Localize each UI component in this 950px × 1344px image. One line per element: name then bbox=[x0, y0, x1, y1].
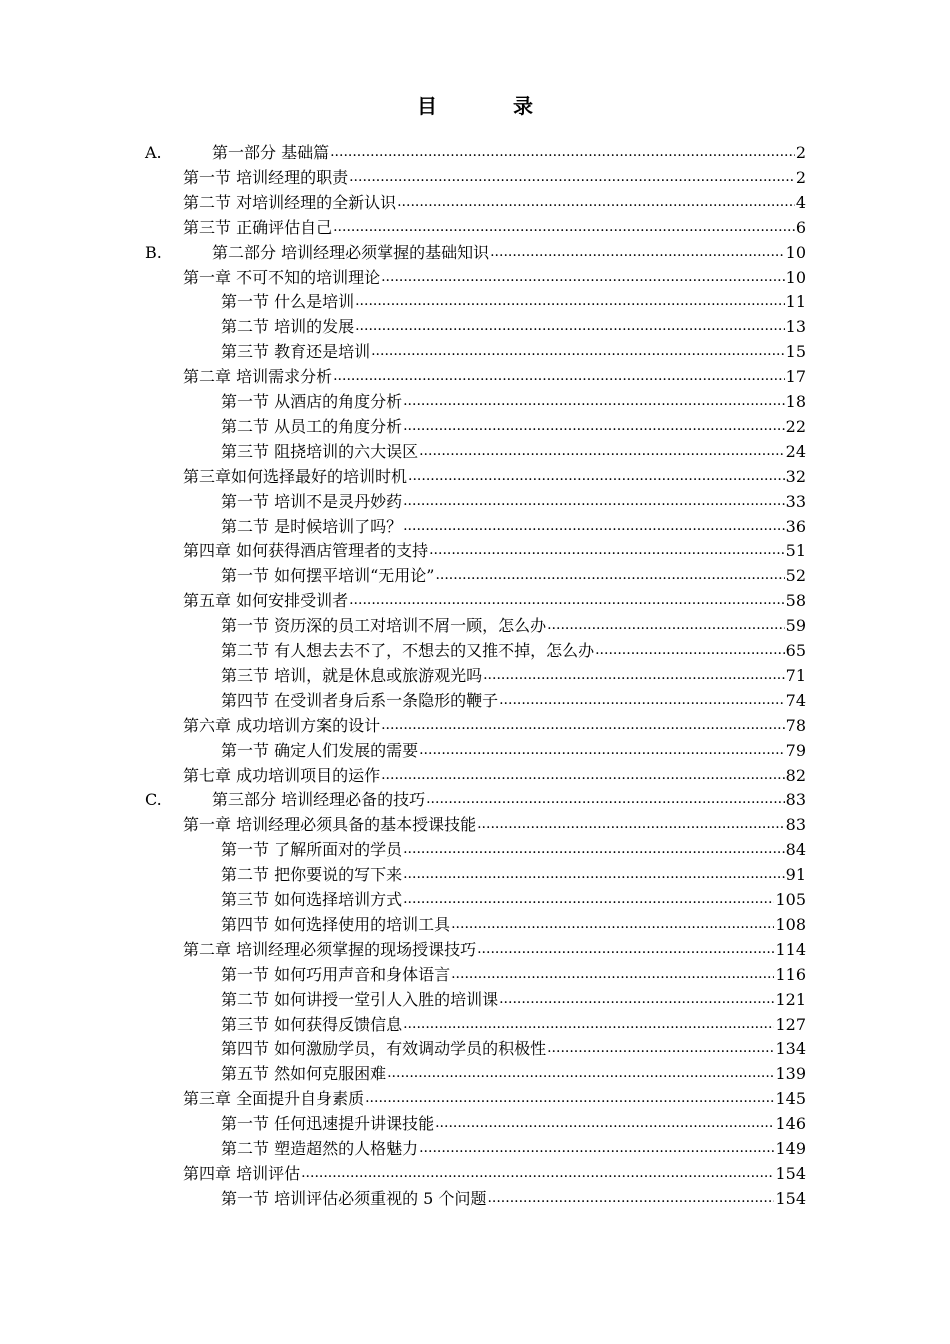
toc-entry[interactable] bbox=[183, 215, 806, 240]
toc-dot-leader bbox=[387, 1059, 774, 1086]
toc-entry-label: 第四节 如何选择使用的培训工具 bbox=[221, 914, 451, 934]
toc-page-number: 18 bbox=[785, 392, 806, 411]
toc-entry[interactable] bbox=[183, 464, 806, 489]
toc-dot-leader bbox=[333, 213, 795, 240]
toc-entry[interactable] bbox=[221, 1036, 806, 1061]
toc-page-number: 2 bbox=[795, 143, 806, 162]
toc-dot-leader bbox=[490, 238, 785, 265]
toc-page-number: 36 bbox=[785, 516, 806, 536]
toc-entry[interactable] bbox=[145, 787, 806, 812]
toc-page-number: 74 bbox=[785, 690, 806, 710]
page-title: 目 录 bbox=[417, 94, 561, 118]
toc-entry[interactable] bbox=[221, 1136, 806, 1161]
toc-page-number: 91 bbox=[785, 865, 806, 885]
toc-dot-leader bbox=[499, 985, 774, 1012]
toc-page-number: 17 bbox=[785, 367, 806, 387]
toc-entry-label: 第二节 如何讲授一堂引人入胜的培训课 bbox=[221, 989, 499, 1009]
toc-page-number: 114 bbox=[775, 939, 806, 959]
toc-page-number: 79 bbox=[785, 740, 806, 760]
toc-dot-leader bbox=[429, 536, 785, 563]
toc-dot-leader bbox=[451, 910, 774, 937]
toc-entry-label: 第四节 如何激励学员，有效调动学员的积极性 bbox=[221, 1039, 547, 1059]
toc-page-number: 59 bbox=[785, 616, 806, 636]
toc-page-number: 24 bbox=[785, 441, 806, 461]
toc-entry-label: 第四章 如何获得酒店管理者的支持 bbox=[183, 541, 429, 561]
toc-entry[interactable] bbox=[183, 190, 806, 215]
toc-entry-label: 第一节 什么是培训 bbox=[221, 292, 355, 312]
toc-entry[interactable] bbox=[221, 887, 806, 912]
toc-entry-label: 第七章 成功培训项目的运作 bbox=[183, 765, 381, 785]
toc-page-number: 22 bbox=[785, 416, 806, 436]
toc-entry[interactable] bbox=[221, 987, 806, 1012]
toc-entry-label: 第三部分 培训经理必备的技巧 bbox=[212, 790, 426, 810]
toc-dot-leader bbox=[426, 785, 785, 812]
toc-entry[interactable] bbox=[183, 538, 806, 563]
toc-dot-leader bbox=[435, 1109, 774, 1136]
toc-entry[interactable] bbox=[183, 364, 806, 389]
toc-dot-leader bbox=[371, 337, 785, 364]
toc-entry-label: 第五章 如何安排受训者 bbox=[183, 591, 349, 611]
toc-entry[interactable] bbox=[221, 289, 806, 314]
toc-page-number: 145 bbox=[775, 1089, 806, 1109]
toc-page-number: 6 bbox=[795, 217, 806, 237]
toc-page-number: 4 bbox=[795, 192, 806, 212]
toc-entry[interactable] bbox=[183, 937, 806, 962]
toc-entry[interactable] bbox=[145, 240, 806, 265]
toc-page-number: 149 bbox=[775, 1139, 806, 1158]
toc-entry-label: 第五节 然如何克服困难 bbox=[221, 1064, 387, 1084]
toc-entry[interactable] bbox=[221, 489, 806, 514]
toc-entry[interactable] bbox=[221, 738, 806, 763]
toc-page-number: 71 bbox=[785, 665, 806, 685]
toc-entry-label: 第二节 塑造超然的人格魅力 bbox=[221, 1139, 419, 1158]
toc-page-number: 146 bbox=[775, 1114, 806, 1134]
toc-dot-leader bbox=[419, 736, 785, 763]
toc-entry-label: 第二节 有人想去去不了，不想去的又推不掉，怎么办 bbox=[221, 641, 595, 660]
toc-entry-label: 第三节 如何选择培训方式 bbox=[221, 890, 403, 909]
toc-page-number: 108 bbox=[775, 914, 806, 934]
toc-part-marker: A. bbox=[145, 143, 162, 162]
toc-dot-leader bbox=[403, 512, 785, 539]
toc-entry-label: 第二节 培训的发展 bbox=[221, 317, 355, 337]
toc-entry[interactable] bbox=[183, 588, 806, 613]
toc-dot-leader bbox=[349, 586, 785, 613]
toc-dot-leader bbox=[487, 1184, 774, 1211]
toc-entry[interactable] bbox=[221, 663, 806, 688]
toc-entry-label: 第一节 任何迅速提升讲课技能 bbox=[221, 1114, 435, 1134]
toc-dot-leader bbox=[477, 810, 785, 837]
toc-entry-label: 第一节 确定人们发展的需要 bbox=[221, 740, 419, 760]
toc-dot-leader bbox=[381, 711, 785, 738]
toc-dot-leader bbox=[397, 188, 795, 215]
toc-page-number: 139 bbox=[775, 1064, 806, 1084]
toc-dot-leader bbox=[403, 487, 785, 514]
toc-entry-label: 第三章如何选择最好的培训时机 bbox=[183, 466, 408, 486]
toc-dot-leader bbox=[403, 860, 785, 887]
toc-entry-label: 第二节 对培训经理的全新认识 bbox=[183, 192, 397, 212]
toc-entry-label: 第二章 培训经理必须掌握的现场授课技巧 bbox=[183, 939, 477, 959]
toc-page-number: 82 bbox=[785, 765, 806, 785]
toc-dot-leader bbox=[381, 761, 785, 788]
toc-dot-leader bbox=[403, 835, 785, 862]
toc-page-number: 116 bbox=[775, 964, 806, 984]
toc-page-number: 83 bbox=[785, 790, 806, 810]
toc-part-marker: C. bbox=[145, 790, 162, 810]
toc-entry[interactable] bbox=[221, 563, 806, 588]
toc-entry[interactable] bbox=[221, 912, 806, 937]
toc-entry[interactable] bbox=[221, 862, 806, 887]
toc-entry-label: 第一章 不可不知的培训理论 bbox=[183, 267, 381, 287]
toc-page-number: 105 bbox=[775, 890, 806, 909]
toc-page-number: 83 bbox=[785, 815, 806, 835]
toc-page-number: 11 bbox=[785, 292, 806, 312]
toc-dot-leader bbox=[451, 960, 774, 987]
toc-page-number: 52 bbox=[785, 566, 806, 586]
toc-dot-leader bbox=[365, 1084, 774, 1111]
toc-page-number: 15 bbox=[785, 342, 806, 362]
toc-entry[interactable] bbox=[221, 638, 806, 663]
toc-entry-label: 第一节 培训评估必须重视的 5 个问题 bbox=[221, 1188, 487, 1208]
toc-page-number: 134 bbox=[775, 1039, 806, 1059]
toc-dot-leader bbox=[419, 437, 785, 464]
toc-entry-label: 第三节 正确评估自己 bbox=[183, 217, 333, 237]
toc-entry[interactable] bbox=[221, 389, 806, 414]
toc-entry-label: 第一节 了解所面对的学员 bbox=[221, 840, 403, 860]
toc-page-number: 51 bbox=[785, 541, 806, 561]
toc-entry[interactable] bbox=[221, 1111, 806, 1136]
toc-entry-label: 第二节 是时候培训了吗？ bbox=[221, 516, 403, 536]
toc-entry[interactable] bbox=[221, 514, 806, 539]
toc-page-number: 127 bbox=[775, 1014, 806, 1034]
toc-dot-leader bbox=[408, 462, 785, 489]
toc-entry[interactable] bbox=[221, 314, 806, 339]
toc-entry[interactable] bbox=[221, 414, 806, 439]
toc-dot-leader bbox=[499, 686, 785, 713]
toc-dot-leader bbox=[355, 287, 785, 314]
toc-entry[interactable] bbox=[183, 165, 806, 190]
toc-entry[interactable] bbox=[183, 265, 806, 290]
toc-entry[interactable] bbox=[221, 339, 806, 364]
toc-page-number: 78 bbox=[785, 715, 806, 735]
toc-entry-label: 第一节 如何巧用声音和身体语言 bbox=[221, 964, 451, 984]
toc-page-number: 10 bbox=[785, 242, 806, 262]
toc-page-number: 121 bbox=[775, 989, 806, 1009]
toc-entry-label: 第三节 如何获得反馈信息 bbox=[221, 1014, 403, 1034]
toc-dot-leader bbox=[301, 1159, 774, 1186]
toc-page-number: 33 bbox=[785, 491, 806, 511]
toc-page-number: 13 bbox=[785, 317, 806, 337]
toc-entry-label: 第二章 培训需求分析 bbox=[183, 367, 333, 387]
toc-dot-leader bbox=[477, 935, 774, 962]
toc-page-number: 65 bbox=[785, 641, 806, 660]
toc-entry[interactable] bbox=[221, 1012, 806, 1037]
toc-entry-label: 第四节 在受训者身后系一条隐形的鞭子 bbox=[221, 690, 499, 710]
toc-dot-leader bbox=[349, 163, 795, 190]
toc-entry-label: 第六章 成功培训方案的设计 bbox=[183, 715, 381, 735]
toc-entry[interactable] bbox=[183, 763, 806, 788]
toc-entry[interactable] bbox=[183, 1161, 806, 1186]
toc-dot-leader bbox=[419, 1134, 774, 1161]
toc-entry-label: 第二节 从员工的角度分析 bbox=[221, 416, 403, 436]
toc-entry-label: 第一部分 基础篇 bbox=[212, 143, 330, 162]
toc-page-number: 58 bbox=[785, 591, 806, 611]
toc-entry-label: 第四章 培训评估 bbox=[183, 1163, 301, 1183]
toc-entry-label: 第三节 阻挠培训的六大误区 bbox=[221, 441, 419, 461]
toc-dot-leader bbox=[330, 138, 795, 165]
toc-entry-label: 第二部分 培训经理必须掌握的基础知识 bbox=[212, 242, 490, 262]
toc-dot-leader bbox=[355, 312, 785, 339]
toc-entry[interactable] bbox=[221, 688, 806, 713]
toc-entry[interactable] bbox=[221, 439, 806, 464]
toc-dot-leader bbox=[435, 561, 784, 588]
toc-entry[interactable] bbox=[221, 962, 806, 987]
toc-entry-label: 第一节 如何摆平培训“无用论” bbox=[221, 566, 435, 586]
toc-entry-label: 第一节 培训不是灵丹妙药 bbox=[221, 491, 403, 511]
toc-page-number: 2 bbox=[795, 167, 806, 187]
toc-entry-label: 第三章 全面提升自身素质 bbox=[183, 1089, 365, 1109]
toc-dot-leader bbox=[595, 636, 785, 663]
toc-entry-label: 第三节 培训，就是休息或旅游观光吗 bbox=[221, 665, 483, 685]
toc-entry[interactable] bbox=[221, 1186, 806, 1211]
toc-entry[interactable] bbox=[145, 140, 806, 165]
toc-entry[interactable] bbox=[183, 812, 806, 837]
toc-dot-leader bbox=[483, 661, 785, 688]
toc-page-number: 10 bbox=[785, 267, 806, 287]
toc-page-number: 154 bbox=[775, 1188, 806, 1208]
toc-page-number: 84 bbox=[785, 840, 806, 860]
toc-entry[interactable] bbox=[221, 837, 806, 862]
toc-entry[interactable] bbox=[183, 713, 806, 738]
toc-entry[interactable] bbox=[221, 1061, 806, 1086]
toc-entry-label: 第二节 把你要说的写下来 bbox=[221, 865, 403, 885]
toc-entry-label: 第一节 资历深的员工对培训不屑一顾，怎么办 bbox=[221, 616, 547, 636]
toc-entry-label: 第三节 教育还是培训 bbox=[221, 342, 371, 362]
toc-page-number: 154 bbox=[775, 1163, 806, 1183]
toc-dot-leader bbox=[381, 263, 785, 290]
toc-dot-leader bbox=[403, 1010, 774, 1037]
toc-dot-leader bbox=[403, 387, 785, 414]
toc-dot-leader bbox=[547, 611, 785, 638]
toc-dot-leader bbox=[333, 362, 785, 389]
toc-entry-label: 第一节 从酒店的角度分析 bbox=[221, 392, 403, 411]
toc-entry[interactable] bbox=[183, 1086, 806, 1111]
toc-dot-leader bbox=[547, 1034, 774, 1061]
toc-dot-leader bbox=[403, 412, 785, 439]
toc-entry-label: 第一章 培训经理必须具备的基本授课技能 bbox=[183, 815, 477, 835]
toc-dot-leader bbox=[403, 885, 774, 912]
toc-page-number: 32 bbox=[785, 466, 806, 486]
toc-entry-label: 第一节 培训经理的职责 bbox=[183, 167, 349, 187]
toc-entry[interactable] bbox=[221, 613, 806, 638]
toc-part-marker: B. bbox=[145, 242, 162, 262]
